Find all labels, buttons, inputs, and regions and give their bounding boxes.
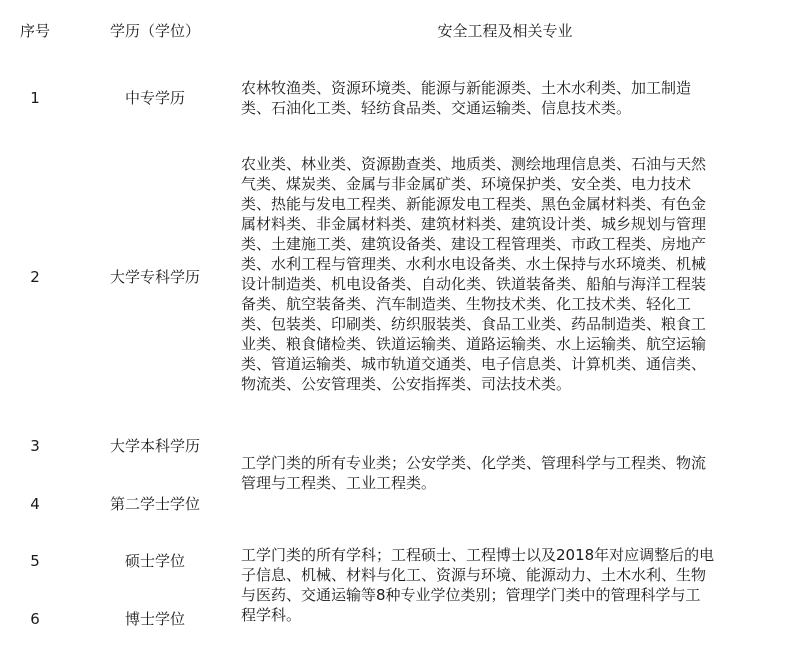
row-6-index: 6 bbox=[30, 610, 40, 628]
graduate-majors-line: 程学科。 bbox=[241, 606, 302, 624]
row-2-degree: 大学专科学历 bbox=[109, 268, 200, 286]
header-majors: 安全工程及相关专业 bbox=[437, 22, 573, 40]
row-2-majors-line: 气类、煤炭类、金属与非金属矿类、环境保护类、安全类、电力技术 bbox=[241, 175, 692, 193]
row-4-index: 4 bbox=[30, 495, 40, 513]
row-2-majors-line: 类、管道运输类、城市轨道交通类、电子信息类、计算机类、通信类、 bbox=[241, 355, 707, 373]
row-3-degree: 大学本科学历 bbox=[109, 437, 200, 455]
row-1-index: 1 bbox=[30, 89, 40, 107]
row-6-degree: 博士学位 bbox=[124, 610, 185, 628]
graduate-majors bbox=[241, 545, 771, 625]
row-1-majors-line: 类、石油化工类、轻纺食品类、交通运输类、信息技术类。 bbox=[241, 99, 632, 117]
row-2-majors-line: 类、水利工程与管理类、水利水电设备类、水土保持与水环境类、机械 bbox=[241, 255, 707, 273]
row-2-majors-line: 类、热能与发电工程类、新能源发电工程类、黑色金属材料类、有色金 bbox=[241, 195, 707, 213]
bachelor-majors-line: 管理与工程类、工业工程类。 bbox=[241, 474, 437, 492]
bachelor-majors-line: 工学门类的所有专业类；公安学类、化学类、管理科学与工程类、物流 bbox=[241, 454, 707, 472]
row-3-index: 3 bbox=[30, 437, 40, 455]
row-2-majors-line: 业类、粮食储检类、铁道运输类、道路运输类、水上运输类、航空运输 bbox=[241, 335, 707, 353]
row-1-majors-line: 农林牧渔类、资源环境类、能源与新能源类、土木水利类、加工制造 bbox=[241, 79, 692, 97]
row-1-majors bbox=[241, 78, 771, 118]
row-2-majors bbox=[241, 154, 771, 394]
row-2-majors-line: 设计制造类、机电设备类、自动化类、铁道装备类、船舶与海洋工程装 bbox=[241, 275, 707, 293]
graduate-majors-line: 子信息、机械、材料与化工、资源与环境、能源动力、土木水利、生物 bbox=[241, 566, 707, 584]
row-2-majors-line: 物流类、公安管理类、公安指挥类、司法技术类。 bbox=[241, 375, 572, 393]
row-1-degree: 中专学历 bbox=[124, 89, 185, 107]
row-2-majors-line: 备类、航空装备类、汽车制造类、生物技术类、化工技术类、轻化工 bbox=[241, 295, 692, 313]
graduate-majors-line: 与医药、交通运输等8种专业学位类别；管理学门类中的管理科学与工 bbox=[241, 586, 701, 604]
row-2-majors-line: 类、包装类、印刷类、纺织服装类、食品工业类、药品制造类、粮食工 bbox=[241, 315, 707, 333]
row-2-index: 2 bbox=[30, 268, 40, 286]
graduate-majors-line: 工学门类的所有学科；工程硕士、工程博士以及2018年对应调整后的电 bbox=[241, 546, 715, 564]
row-5-index: 5 bbox=[30, 552, 40, 570]
row-2-majors-line: 类、土建施工类、建筑设备类、建设工程管理类、市政工程类、房地产 bbox=[241, 235, 707, 253]
header-index: 序号 bbox=[19, 22, 50, 40]
row-2-majors-line: 农业类、林业类、资源勘查类、地质类、测绘地理信息类、石油与天然 bbox=[241, 155, 707, 173]
row-4-degree: 第二学士学位 bbox=[109, 495, 200, 513]
row-2-majors-line: 属材料类、非金属材料类、建筑材料类、建筑设计类、城乡规划与管理 bbox=[241, 215, 707, 233]
row-5-degree: 硕士学位 bbox=[124, 552, 185, 570]
header-degree: 学历（学位） bbox=[109, 22, 200, 40]
bachelor-majors bbox=[241, 453, 771, 493]
